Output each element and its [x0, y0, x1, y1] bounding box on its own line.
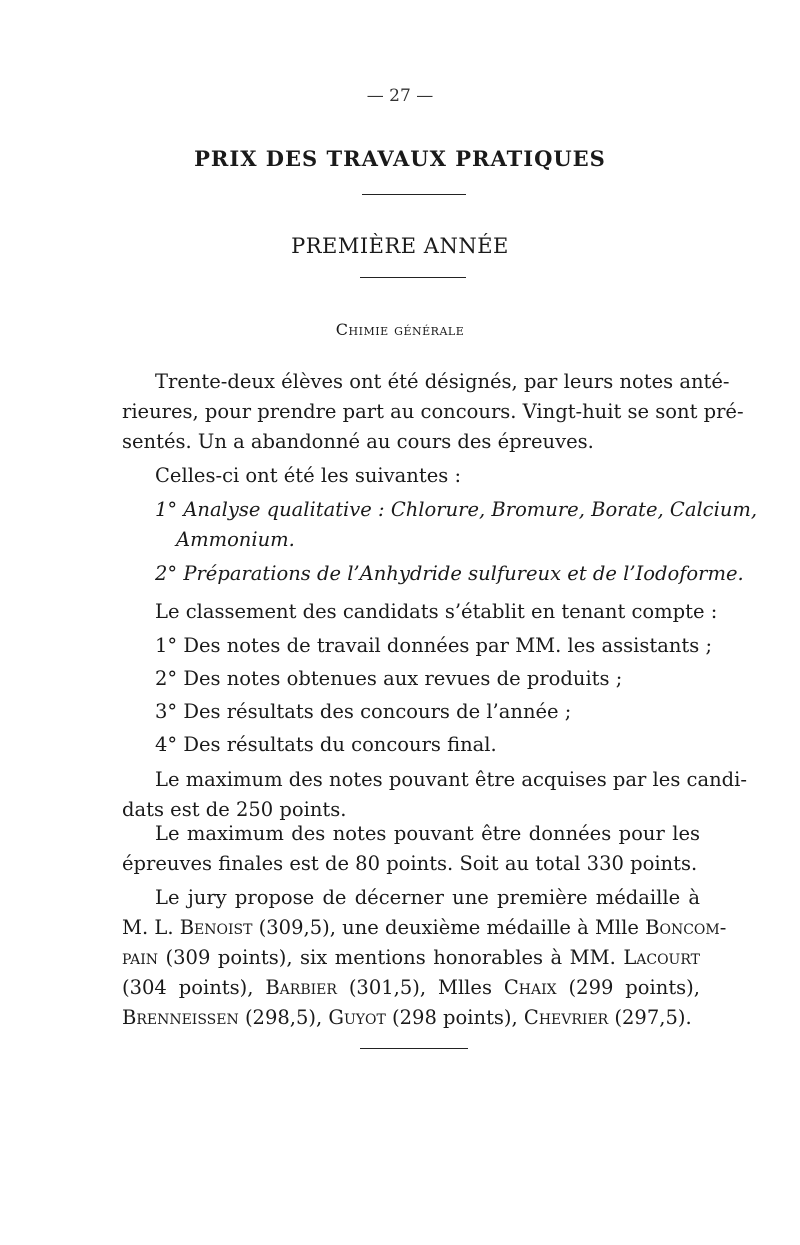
end-rule — [360, 1048, 468, 1049]
paragraph-line: Brenneissen (298,5), Guyot (298 points), Chevrier (297,5). — [122, 1006, 692, 1029]
person-name: Guyot — [328, 1006, 386, 1029]
list-item: 4° Des résultats du concours final. — [155, 733, 497, 756]
person-name: Chaix — [503, 976, 557, 999]
section-heading: Chimie générale — [335, 320, 465, 339]
list-item: 1° Analyse qualitative : Chlorure, Bromure, Borate, Calcium, — [155, 498, 758, 521]
list-item: Ammonium. — [176, 528, 295, 551]
paragraph-line: M. L. Benoist (309,5), une deuxième médaille à Mlle Boncom- — [122, 916, 727, 939]
year-heading: PREMIÈRE ANNÉE — [291, 234, 509, 258]
person-name: Boncom- — [645, 916, 727, 939]
paragraph-line: dats est de 250 points. — [122, 798, 347, 821]
paragraph-line: Le maximum des notes pouvant être acquises par les candi- — [155, 768, 747, 791]
paragraph-line: rieures, pour prendre part au concours. Vingt-huit se sont pré- — [122, 400, 744, 423]
person-name: Barbier — [265, 976, 337, 999]
person-name: Chevrier — [523, 1006, 609, 1029]
person-name: Lacourt — [623, 946, 700, 969]
paragraph-line: Le classement des candidats s’établit en tenant compte : — [155, 600, 718, 623]
paragraph-line: épreuves finales est de 80 points. Soit au total 330 points. — [122, 852, 698, 875]
paragraph-line: (304 points), Barbier (301,5), Mlles Chaix (299 points), — [122, 976, 700, 999]
year-rule — [360, 277, 466, 278]
person-name: Brenneissen — [122, 1006, 239, 1029]
list-item: 2° Préparations de l’Anhydride sulfureux et de l’Iodoforme. — [155, 562, 744, 585]
person-name: pain — [122, 946, 159, 969]
paragraph-line: Le maximum des notes pouvant être données pour les — [155, 822, 700, 845]
paragraph-line: Celles-ci ont été les suivantes : — [155, 464, 462, 487]
page-title: PRIX DES TRAVAUX PRATIQUES — [194, 146, 606, 171]
paragraph-line: Trente-deux élèves ont été désignés, par leurs notes anté- — [155, 370, 730, 393]
paragraph-line: pain (309 points), six mentions honorables à MM. Lacourt — [122, 946, 700, 969]
page-number: — 27 — — [366, 86, 434, 106]
list-item: 1° Des notes de travail données par MM. les assistants ; — [155, 634, 713, 657]
list-item: 2° Des notes obtenues aux revues de produits ; — [155, 667, 623, 690]
person-name: Benoist — [179, 916, 253, 939]
paragraph-line: sentés. Un a abandonné au cours des épreuves. — [122, 430, 594, 453]
list-item: 3° Des résultats des concours de l’année ; — [155, 700, 572, 723]
title-rule — [362, 194, 466, 195]
paragraph-line: Le jury propose de décerner une première médaille à — [155, 886, 700, 909]
